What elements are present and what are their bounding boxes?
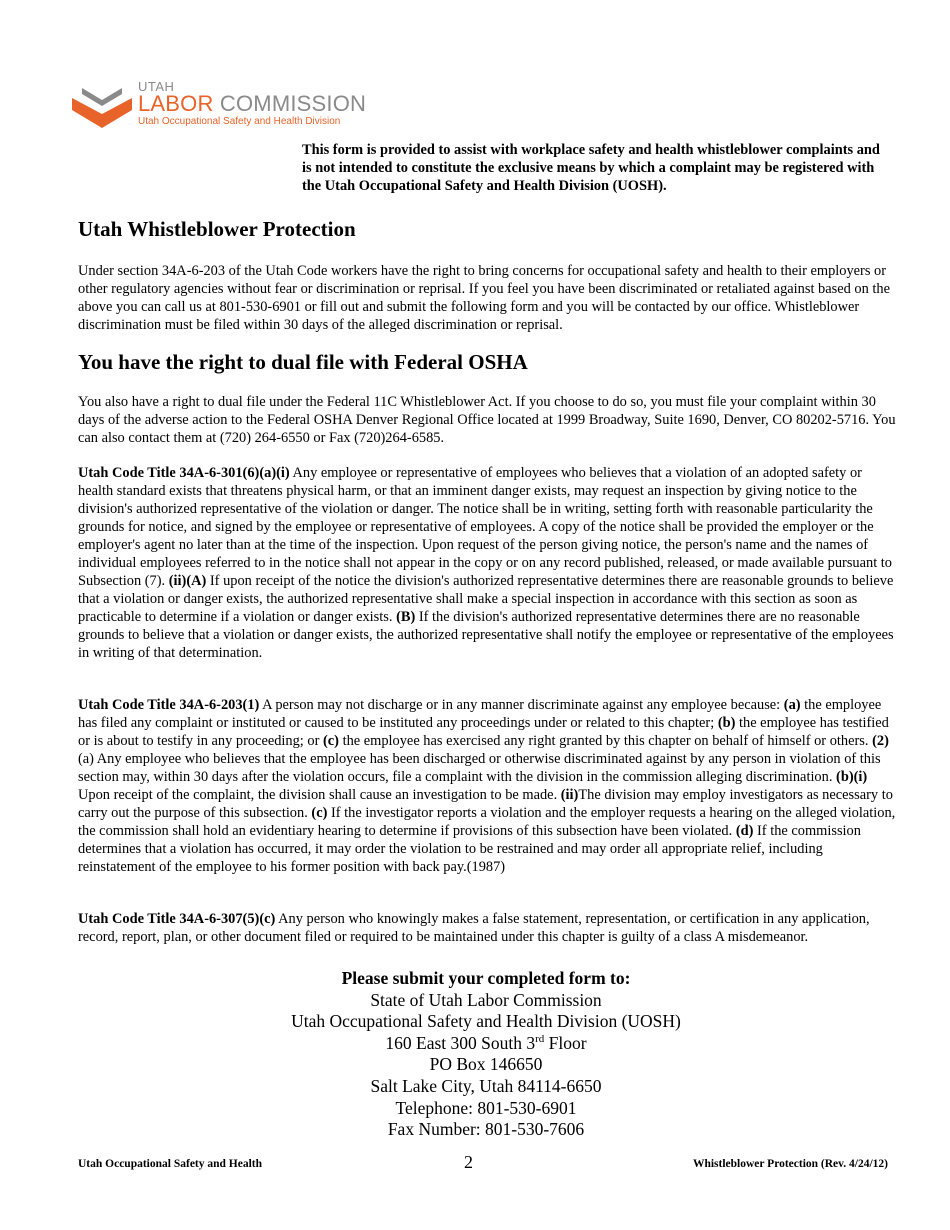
code-203-clause: (b)(i) (836, 769, 868, 785)
code-203-text: the employee has filed any complaint or instituted or caused to be instituted any proceedings under or related to this chapter; (78, 697, 882, 731)
labor-commission-logo (72, 80, 372, 130)
code-301-text: If the division's authorized representative determines there are no reasonable grounds to believe that a violation or danger exists, the authorized representative shall notify the employee or representative of the employees in writing of that determination. (78, 609, 894, 661)
code-203-text: (a) Any employee who believes that the employee has been discharged or otherwise discriminated against by any person in violation of this section may, within 30 days after the violation occurs, file a complaint with the division in the commission alleging discrimination. (78, 751, 881, 785)
code-203-clause: (b) (717, 715, 736, 731)
code-203-text: If the commission determines that a violation has occurred, it may order the violation to be restrained and may order all appropriate relief, including reinstatement of the employee to his former position with back pay.(1987) (78, 823, 861, 875)
code-301-text: If upon receipt of the notice the division's authorized representative determines there are reasonable grounds to believe that a violation or danger exists, the authorized representative shall make a special inspection in accordance with this section as soon as practicable to determine if a violation or danger exists. (78, 573, 894, 625)
submit-lead: Please submit your completed form to: (341, 968, 631, 988)
code-307-paragraph (78, 910, 896, 946)
code-307-title: Utah Code Title 34A-6-307(5)(c) (78, 911, 276, 927)
footer-right: Whistleblower Protection (Rev. 4/24/12) (692, 1158, 888, 1170)
submit-line-fax: Fax Number: 801-530-7606 (387, 1119, 585, 1140)
footer-left: Utah Occupational Safety and Health (78, 1158, 263, 1170)
code-203-text: the employee has exercised any right granted by this chapter on behalf of himself or others. (338, 733, 873, 749)
code-203-text: The division may employ investigators as necessary to carry out the purpose of this subsection. (78, 787, 893, 821)
submit-line-agency: State of Utah Labor Commission (370, 989, 602, 1010)
logo-name-part2: COMMISSION (219, 91, 367, 116)
street-address: 160 East 300 South 3 (385, 1032, 536, 1053)
code-203-clause: (a) (783, 697, 801, 713)
heading-dual-file: You have the right to dual file with Federal OSHA (78, 350, 528, 374)
intro-paragraph: Under section 34A-6-203 of the Utah Code workers have the right to bring concerns for occupational safety and health to their employers or other regulatory agencies without fear or discrimination or reprisal. If you feel you have been discriminated or retaliated against based on the above you can call us at 801-530-6901 or fill out and submit the following form and you will be contacted by our office. Whistleblower discrimination must be filed within 30 days of the alleged discrimination or reprisal. (78, 263, 890, 333)
submit-line-pobox: PO Box 146650 (429, 1054, 543, 1075)
code-203-clause: (c) (323, 733, 339, 749)
code-301-text: Any employee or representative of employees who believes that a violation of an adopted safety or health standard exists that threatens physical harm, or that an imminent danger exists, may request an inspection by giving notice to the division's authorized representative of the violation or danger. The notice shall be in writing, setting forth with reasonable particularity the grounds for notice, and signed by the employee or representative of employees. A copy of the notice shall be provided the employer or the employer's agent no later than at the time of the inspection. Upon request of the person giving notice, the person's name and the names of individual employees referred to in the notice shall not appear in the copy or on any record published, released, or made available pursuant to Subsection (7). (78, 465, 892, 589)
disclaimer: This form is provided to assist with workplace safety and health whistleblower complaints and is not intended to constitute the exclusive means by which a complaint may be registered with the Utah Occupational Safety and Health Division (UOSH). (302, 142, 880, 194)
code-301-clause: (ii)(A) (168, 573, 207, 589)
code-203-clause: (d) (735, 823, 754, 839)
submit-line-division: Utah Occupational Safety and Health Division (UOSH) (291, 1011, 681, 1032)
code-307-text: Any person who knowingly makes a false statement, representation, or certification in any application, record, report, plan, or other document filed or required to be maintained under this chapter is guilty of a class A misdemeanor. (78, 911, 870, 945)
submit-line-city: Salt Lake City, Utah 84114-6650 (370, 1075, 602, 1096)
code-203-clause: (2) (872, 733, 889, 749)
code-203-text: If the investigator reports a violation and the employer requests a hearing on the alleged violation, the commission shall hold an evidentiary hearing to determine if provisions of this subsection have been violated. (78, 805, 896, 839)
logo-name (138, 91, 366, 117)
logo-state: UTAH (138, 79, 175, 94)
code-203-text: A person may not discharge or in any manner discriminate against any employee because: (259, 697, 784, 713)
code-203-paragraph (78, 696, 896, 876)
code-301-paragraph (78, 464, 896, 662)
submit-line-telephone: Telephone: 801-530-6901 (395, 1097, 577, 1118)
code-203-title: Utah Code Title 34A-6-203(1) (78, 697, 260, 713)
page-number: 2 (464, 1152, 473, 1172)
code-203-clause: (c) (311, 805, 328, 821)
code-301-title: Utah Code Title 34A-6-301(6)(a)(i) (78, 465, 290, 481)
heading-utah-whistleblower: Utah Whistleblower Protection (78, 217, 356, 241)
code-203-text: Upon receipt of the complaint, the division shall cause an investigation to be made. (78, 787, 561, 803)
code-203-clause: (ii) (560, 787, 579, 803)
dual-file-paragraph: You also have a right to dual file under the Federal 11C Whistleblower Act. If you choose to do so, you must file your complaint within 30 days of the adverse action to the Federal OSHA Denver Regional Office located at 1999 Broadway, Suite 1690, Denver, CO 80202-5716. You can also contact them at (720) 264-6550 or Fax (720)264-6585. (78, 394, 896, 446)
submission-address-block (0, 968, 950, 1141)
chevron-logo-icon (72, 82, 136, 130)
logo-name-part1: LABOR (138, 91, 214, 116)
submit-line-street (0, 1033, 950, 1055)
code-203-text: the employee has testified or is about to testify in any proceeding; or (78, 715, 889, 749)
logo-division: Utah Occupational Safety and Health Division (138, 116, 341, 127)
floor-label: Floor (544, 1032, 587, 1053)
ordinal-suffix: rd (535, 1032, 545, 1045)
code-301-clause: (B) (396, 609, 416, 625)
